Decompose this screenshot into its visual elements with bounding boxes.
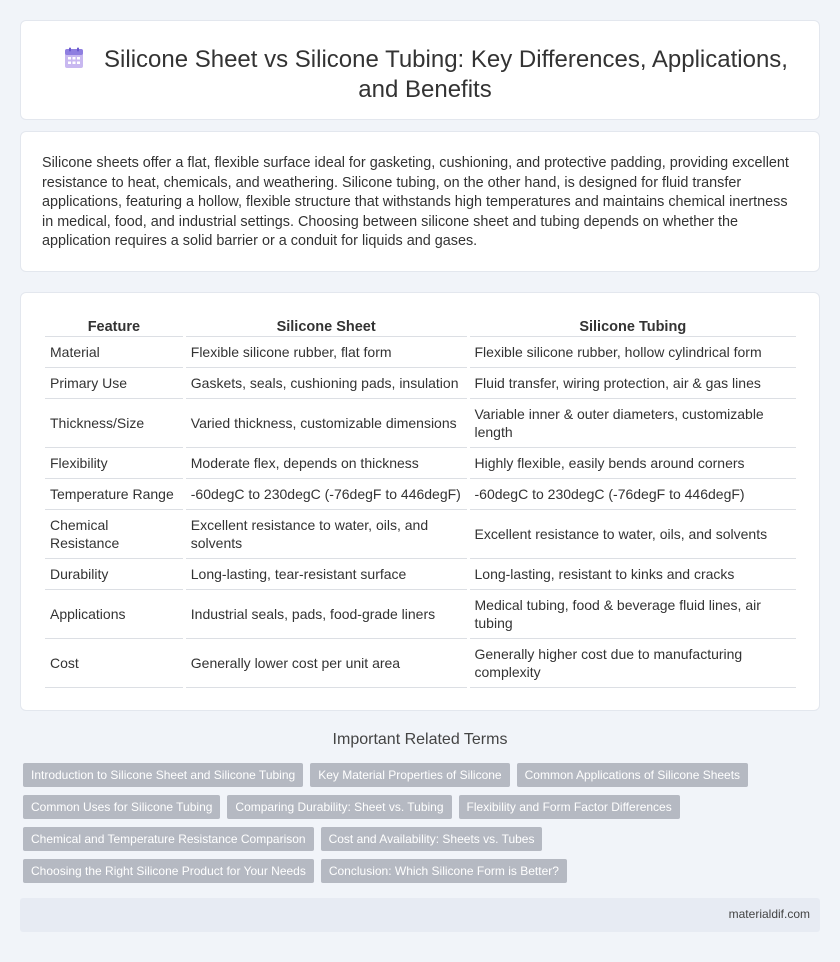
table-header-row bbox=[45, 315, 796, 337]
comparison-table bbox=[42, 315, 799, 688]
related-term-tag[interactable]: Cost and Availability: Sheets vs. Tubes bbox=[321, 827, 543, 851]
sheet-cell: Long-lasting, tear-resistant surface bbox=[186, 559, 467, 590]
comparison-card bbox=[20, 292, 820, 711]
tubing-cell: -60degC to 230degC (-76degF to 446degF) bbox=[470, 479, 797, 510]
header-silicone-sheet: Silicone Sheet bbox=[186, 315, 467, 337]
feature-cell: Chemical Resistance bbox=[45, 510, 183, 559]
tubing-cell: Flexible silicone rubber, hollow cylindrical form bbox=[470, 337, 797, 368]
feature-cell: Cost bbox=[45, 639, 183, 688]
header-feature: Feature bbox=[45, 315, 183, 337]
footer-site-link[interactable]: materialdif.com bbox=[728, 907, 810, 921]
feature-cell: Durability bbox=[45, 559, 183, 590]
page-title: Silicone Sheet vs Silicone Tubing: Key Differences, Applications, and Benefits bbox=[104, 46, 788, 103]
sheet-cell: Gaskets, seals, cushioning pads, insulation bbox=[186, 368, 467, 399]
table-row bbox=[45, 590, 796, 639]
tubing-cell: Generally higher cost due to manufacturing complexity bbox=[470, 639, 797, 688]
tubing-cell: Medical tubing, food & beverage fluid lines, air tubing bbox=[470, 590, 797, 639]
intro-paragraph: Silicone sheets offer a flat, flexible surface ideal for gasketing, cushioning, and protective padding, providing excellent resistance to heat, chemicals, and weathering. Silicone tubing, on the other hand, is designed for fluid transfer applications, featuring a hollow, flexible structure that withstands high temperatures and maintains chemical inertness in medical, food, and industrial settings. Choosing between silicone sheet and tubing depends on whether the application requires a solid barrier or a conduit for liquids and gases. bbox=[42, 155, 789, 250]
header-card bbox=[20, 20, 820, 120]
table-row bbox=[45, 559, 796, 590]
related-terms-list bbox=[23, 763, 803, 883]
feature-cell: Applications bbox=[45, 590, 183, 639]
related-term-tag[interactable]: Common Uses for Silicone Tubing bbox=[23, 795, 220, 819]
table-row bbox=[45, 639, 796, 688]
footer bbox=[20, 898, 820, 932]
table-row bbox=[45, 337, 796, 368]
sheet-cell: Varied thickness, customizable dimensions bbox=[186, 399, 467, 448]
related-term-tag[interactable]: Key Material Properties of Silicone bbox=[310, 763, 509, 787]
related-term-tag[interactable]: Comparing Durability: Sheet vs. Tubing bbox=[227, 795, 451, 819]
related-term-tag[interactable]: Flexibility and Form Factor Differences bbox=[459, 795, 680, 819]
sheet-cell: Flexible silicone rubber, flat form bbox=[186, 337, 467, 368]
tubing-cell: Excellent resistance to water, oils, and solvents bbox=[470, 510, 797, 559]
table-row bbox=[45, 479, 796, 510]
document-icon bbox=[62, 46, 86, 70]
related-term-tag[interactable]: Introduction to Silicone Sheet and Silicone Tubing bbox=[23, 763, 303, 787]
tubing-cell: Long-lasting, resistant to kinks and cracks bbox=[470, 559, 797, 590]
tubing-cell: Variable inner & outer diameters, customizable length bbox=[470, 399, 797, 448]
related-term-tag[interactable]: Chemical and Temperature Resistance Comparison bbox=[23, 827, 314, 851]
feature-cell: Material bbox=[45, 337, 183, 368]
title-wrap bbox=[61, 45, 789, 105]
feature-cell: Primary Use bbox=[45, 368, 183, 399]
intro-card bbox=[20, 131, 820, 272]
related-term-tag[interactable]: Choosing the Right Silicone Product for Your Needs bbox=[23, 859, 314, 883]
sheet-cell: Industrial seals, pads, food-grade liners bbox=[186, 590, 467, 639]
sheet-cell: -60degC to 230degC (-76degF to 446degF) bbox=[186, 479, 467, 510]
tubing-cell: Highly flexible, easily bends around corners bbox=[470, 448, 797, 479]
related-term-tag[interactable]: Common Applications of Silicone Sheets bbox=[517, 763, 748, 787]
table-row bbox=[45, 448, 796, 479]
table-row bbox=[45, 368, 796, 399]
feature-cell: Thickness/Size bbox=[45, 399, 183, 448]
feature-cell: Flexibility bbox=[45, 448, 183, 479]
tubing-cell: Fluid transfer, wiring protection, air & gas lines bbox=[470, 368, 797, 399]
feature-cell: Temperature Range bbox=[45, 479, 183, 510]
sheet-cell: Moderate flex, depends on thickness bbox=[186, 448, 467, 479]
header-silicone-tubing: Silicone Tubing bbox=[470, 315, 797, 337]
sheet-cell: Excellent resistance to water, oils, and solvents bbox=[186, 510, 467, 559]
related-term-tag[interactable]: Conclusion: Which Silicone Form is Better? bbox=[321, 859, 567, 883]
related-terms-title: Important Related Terms bbox=[332, 731, 508, 748]
table-row bbox=[45, 399, 796, 448]
sheet-cell: Generally lower cost per unit area bbox=[186, 639, 467, 688]
table-row bbox=[45, 510, 796, 559]
